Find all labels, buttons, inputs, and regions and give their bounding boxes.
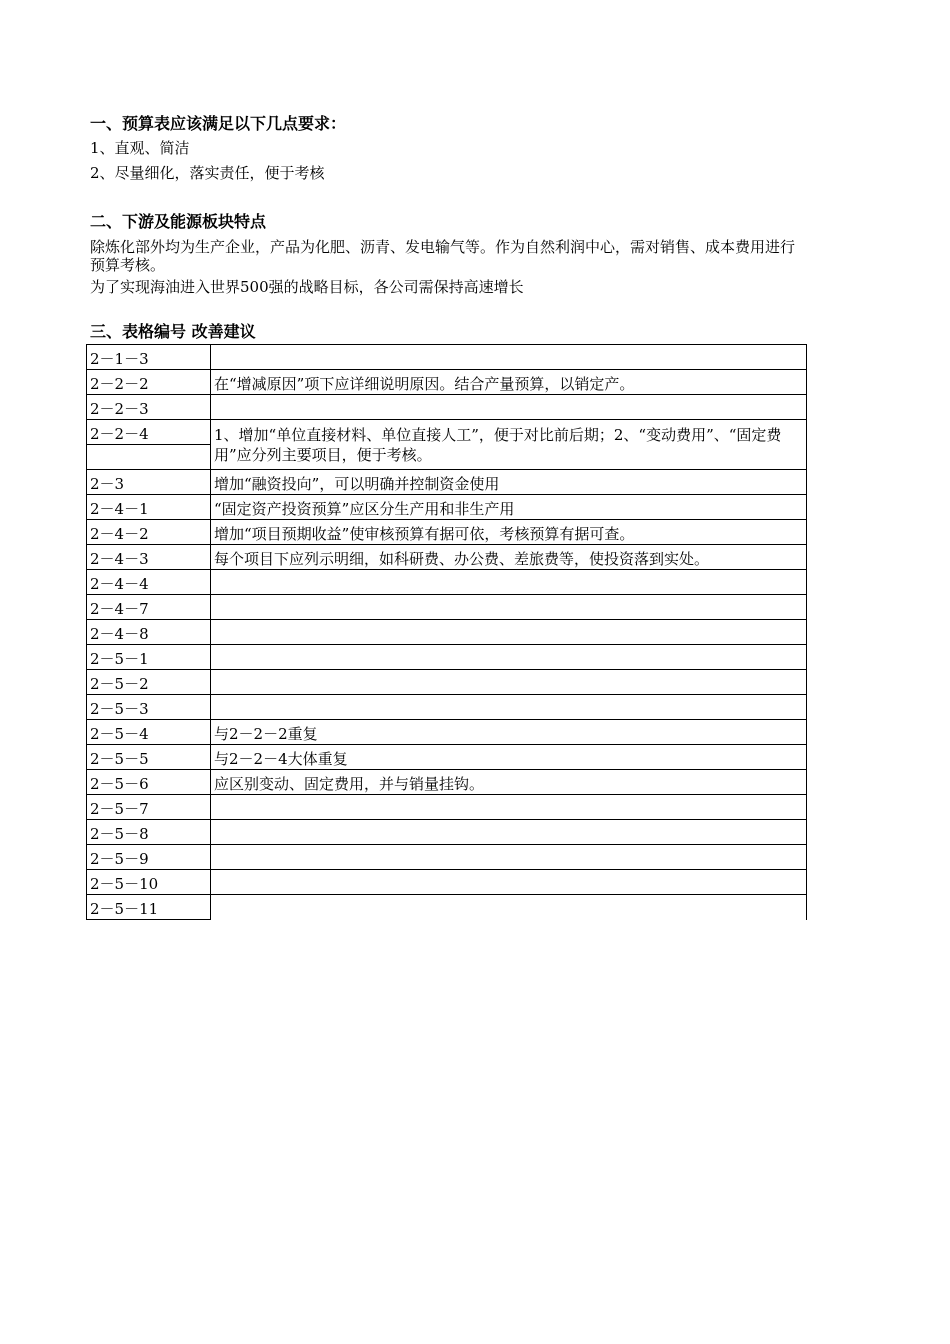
table-suggestion-cell	[211, 395, 807, 420]
table-row	[87, 795, 807, 820]
suggestion-table	[86, 344, 807, 920]
table-code-cell: 2－5－4	[87, 720, 211, 745]
table-code-cell: 2－4－4	[87, 570, 211, 595]
table-row	[87, 745, 807, 770]
section2-paragraph-1: 除炼化部外均为生产企业，产品为化肥、沥青、发电输气等。作为自然利润中心，需对销售、成本费用进行预算考核。	[90, 238, 796, 274]
table-suggestion-cell	[211, 820, 807, 845]
table-code-cell: 2－5－10	[87, 870, 211, 895]
table-row	[87, 620, 807, 645]
table-code-cell: 2－2－3	[87, 395, 211, 420]
table-code-cell: 2－5－6	[87, 770, 211, 795]
table-code-cell	[87, 445, 211, 470]
table-code-cell: 2－5－11	[87, 895, 211, 920]
table-row	[87, 670, 807, 695]
table-code-cell: 2－5－2	[87, 670, 211, 695]
table-code-cell: 2－4－2	[87, 520, 211, 545]
table-row	[87, 520, 807, 545]
table-suggestion-cell: 1、增加“单位直接材料、单位直接人工”，便于对比前后期；2、“变动费用”、“固定费用”应分列主要项目，便于考核。	[211, 420, 807, 470]
table-code-cell: 2－5－1	[87, 645, 211, 670]
table-row	[87, 545, 807, 570]
table-code-cell: 2－5－9	[87, 845, 211, 870]
table-row	[87, 645, 807, 670]
table-row	[87, 370, 807, 395]
table-row	[87, 345, 807, 370]
table-row	[87, 495, 807, 520]
table-code-cell: 2－4－1	[87, 495, 211, 520]
table-suggestion-cell	[211, 670, 807, 695]
table-suggestion-cell	[211, 845, 807, 870]
table-code-cell: 2－4－7	[87, 595, 211, 620]
table-code-cell: 2－5－7	[87, 795, 211, 820]
table-suggestion-cell	[211, 570, 807, 595]
table-row	[87, 695, 807, 720]
table-suggestion-cell: 每个项目下应列示明细，如科研费、办公费、差旅费等，使投资落到实处。	[211, 545, 807, 570]
table-code-cell: 2－2－2	[87, 370, 211, 395]
table-code-cell: 2－4－8	[87, 620, 211, 645]
table-row	[87, 770, 807, 795]
table-code-cell: 2－5－5	[87, 745, 211, 770]
table-suggestion-cell	[211, 795, 807, 820]
requirement-item-1: 1、直观、简洁	[90, 139, 190, 157]
table-suggestion-cell	[211, 595, 807, 620]
table-suggestion-cell	[211, 870, 807, 895]
table-suggestion-cell: 增加“项目预期收益”使审核预算有据可依，考核预算有据可查。	[211, 520, 807, 545]
table-code-cell: 2－5－3	[87, 695, 211, 720]
table-suggestion-cell: 应区别变动、固定费用，并与销量挂钩。	[211, 770, 807, 795]
table-code-cell: 2－1－3	[87, 345, 211, 370]
table-suggestion-cell: 增加“融资投向”，可以明确并控制资金使用	[211, 470, 807, 495]
table-suggestion-cell	[211, 895, 807, 920]
table-suggestion-cell: 在“增减原因”项下应详细说明原因。结合产量预算，以销定产。	[211, 370, 807, 395]
table-suggestion-cell: 与2－2－2重复	[211, 720, 807, 745]
section1-title: 一、预算表应该满足以下几点要求：	[90, 114, 347, 133]
table-suggestion-cell: 与2－2－4大体重复	[211, 745, 807, 770]
table-row	[87, 420, 807, 445]
table-suggestion-cell	[211, 620, 807, 645]
table-row	[87, 895, 807, 920]
table-code-cell: 2－5－8	[87, 820, 211, 845]
table-suggestion-cell	[211, 645, 807, 670]
table-row	[87, 870, 807, 895]
table-code-cell: 2－2－4	[87, 420, 211, 445]
table-suggestion-cell: “固定资产投资预算”应区分生产用和非生产用	[211, 495, 807, 520]
table-code-cell: 2－3	[87, 470, 211, 495]
table-row	[87, 820, 807, 845]
table-suggestion-cell	[211, 695, 807, 720]
table-row	[87, 845, 807, 870]
table-row	[87, 470, 807, 495]
table-row	[87, 595, 807, 620]
table-row	[87, 395, 807, 420]
table-row	[87, 720, 807, 745]
table-suggestion-cell	[211, 345, 807, 370]
section2-paragraph-2: 为了实现海油进入世界500强的战略目标，各公司需保持高速增长	[90, 278, 524, 296]
section2-title: 二、下游及能源板块特点	[90, 212, 267, 231]
table-row	[87, 570, 807, 595]
table-code-cell: 2－4－3	[87, 545, 211, 570]
section3-title: 三、表格编号 改善建议	[90, 322, 256, 341]
requirement-item-2: 2、尽量细化，落实责任，便于考核	[90, 164, 325, 182]
